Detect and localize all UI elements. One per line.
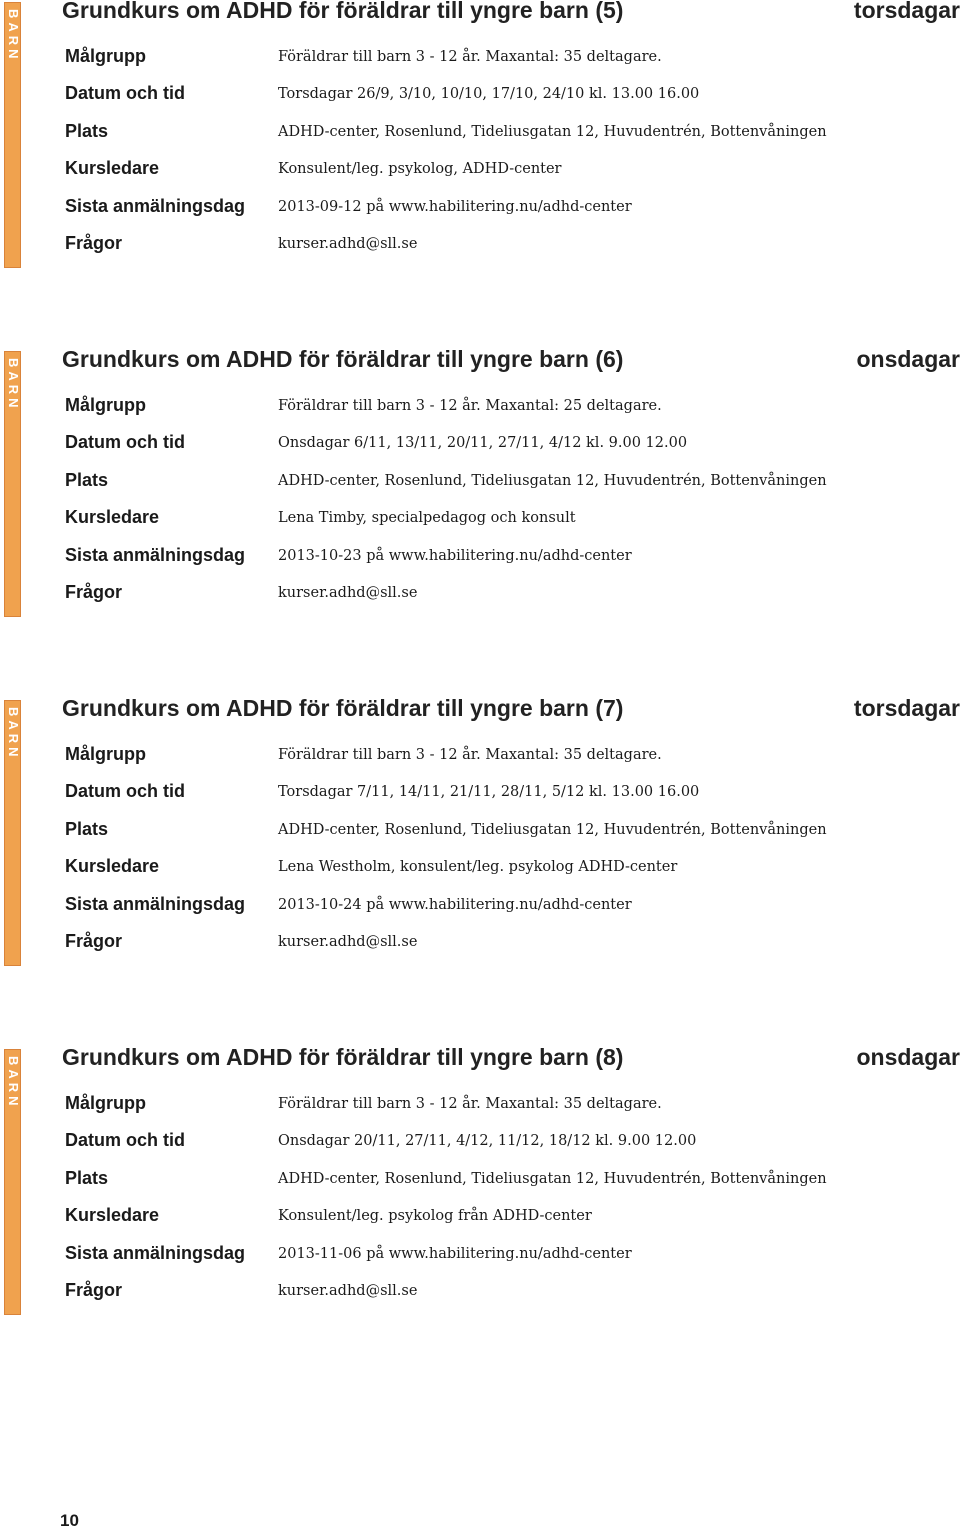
label-datum: Datum och tid bbox=[65, 781, 185, 801]
value-sista: 2013-10-23 på www.habilitering.nu/adhd-center bbox=[278, 548, 632, 564]
course-weekday: torsdagar bbox=[853, 695, 960, 721]
course-title: Grundkurs om ADHD för föräldrar till yngre barn (7) bbox=[62, 695, 624, 721]
course-section bbox=[0, 695, 960, 968]
row-fragor bbox=[0, 1278, 960, 1308]
value-plats: ADHD-center, Rosenlund, Tideliusgatan 12, Huvudentrén, Bottenvåningen bbox=[278, 473, 827, 489]
value-malgrupp: Föräldrar till barn 3 - 12 år. Maxantal: 35 deltagare. bbox=[278, 747, 662, 763]
label-fragor: Frågor bbox=[65, 582, 123, 602]
row-sista bbox=[0, 892, 960, 922]
row-malgrupp bbox=[0, 1091, 960, 1121]
row-fragor bbox=[0, 231, 960, 261]
row-datum bbox=[0, 779, 960, 809]
value-datum: Torsdagar 26/9, 3/10, 10/10, 17/10, 24/10 kl. 13.00 16.00 bbox=[278, 86, 700, 102]
category-tab-label: BARN bbox=[6, 1056, 21, 1110]
value-kursledare: Konsulent/leg. psykolog från ADHD-center bbox=[278, 1208, 592, 1224]
course-weekday: torsdagar bbox=[853, 0, 960, 23]
value-sista: 2013-11-06 på www.habilitering.nu/adhd-center bbox=[278, 1246, 632, 1262]
value-sista: 2013-10-24 på www.habilitering.nu/adhd-center bbox=[278, 897, 632, 913]
course-section bbox=[0, 1044, 960, 1317]
value-plats: ADHD-center, Rosenlund, Tideliusgatan 12, Huvudentrén, Bottenvåningen bbox=[278, 1171, 827, 1187]
course-title: Grundkurs om ADHD för föräldrar till yngre barn (5) bbox=[62, 0, 624, 23]
label-datum: Datum och tid bbox=[65, 83, 185, 103]
label-plats: Plats bbox=[65, 1168, 109, 1188]
course-weekday: onsdagar bbox=[856, 346, 960, 372]
row-kursledare bbox=[0, 1203, 960, 1233]
label-sista: Sista anmälningsdag bbox=[65, 1243, 246, 1263]
row-plats bbox=[0, 817, 960, 847]
row-plats bbox=[0, 1166, 960, 1196]
row-sista bbox=[0, 1241, 960, 1271]
row-malgrupp bbox=[0, 742, 960, 772]
value-fragor: kurser.adhd@sll.se bbox=[278, 934, 418, 950]
label-malgrupp: Målgrupp bbox=[65, 46, 146, 66]
row-malgrupp bbox=[0, 393, 960, 423]
row-datum bbox=[0, 1128, 960, 1158]
value-fragor: kurser.adhd@sll.se bbox=[278, 1283, 418, 1299]
value-datum: Onsdagar 6/11, 13/11, 20/11, 27/11, 4/12 kl. 9.00 12.00 bbox=[278, 435, 688, 451]
value-kursledare: Lena Westholm, konsulent/leg. psykolog ADHD-center bbox=[278, 859, 678, 875]
course-section bbox=[0, 0, 960, 270]
value-kursledare: Lena Timby, specialpedagog och konsult bbox=[278, 510, 576, 526]
row-kursledare bbox=[0, 505, 960, 535]
label-plats: Plats bbox=[65, 121, 109, 141]
label-datum: Datum och tid bbox=[65, 1130, 185, 1150]
label-sista: Sista anmälningsdag bbox=[65, 196, 246, 216]
value-malgrupp: Föräldrar till barn 3 - 12 år. Maxantal: 35 deltagare. bbox=[278, 1096, 662, 1112]
value-sista: 2013-09-12 på www.habilitering.nu/adhd-center bbox=[278, 199, 632, 215]
value-kursledare: Konsulent/leg. psykolog, ADHD-center bbox=[278, 161, 562, 177]
label-malgrupp: Målgrupp bbox=[65, 1093, 146, 1113]
row-datum bbox=[0, 81, 960, 111]
label-fragor: Frågor bbox=[65, 1280, 123, 1300]
value-malgrupp: Föräldrar till barn 3 - 12 år. Maxantal: 35 deltagare. bbox=[278, 49, 662, 65]
value-plats: ADHD-center, Rosenlund, Tideliusgatan 12, Huvudentrén, Bottenvåningen bbox=[278, 124, 827, 140]
label-kursledare: Kursledare bbox=[65, 158, 160, 178]
label-kursledare: Kursledare bbox=[65, 1205, 160, 1225]
row-plats bbox=[0, 468, 960, 498]
row-kursledare bbox=[0, 156, 960, 186]
label-sista: Sista anmälningsdag bbox=[65, 894, 246, 914]
row-sista bbox=[0, 194, 960, 224]
label-malgrupp: Målgrupp bbox=[65, 395, 146, 415]
label-plats: Plats bbox=[65, 819, 109, 839]
category-tab-label: BARN bbox=[6, 9, 21, 63]
row-datum bbox=[0, 430, 960, 460]
row-plats bbox=[0, 119, 960, 149]
row-fragor bbox=[0, 580, 960, 610]
row-malgrupp bbox=[0, 44, 960, 74]
value-fragor: kurser.adhd@sll.se bbox=[278, 585, 418, 601]
course-weekday: onsdagar bbox=[856, 1044, 960, 1070]
value-plats: ADHD-center, Rosenlund, Tideliusgatan 12, Huvudentrén, Bottenvåningen bbox=[278, 822, 827, 838]
label-kursledare: Kursledare bbox=[65, 856, 160, 876]
value-datum: Torsdagar 7/11, 14/11, 21/11, 28/11, 5/12 kl. 13.00 16.00 bbox=[278, 784, 700, 800]
label-fragor: Frågor bbox=[65, 233, 123, 253]
label-sista: Sista anmälningsdag bbox=[65, 545, 246, 565]
label-datum: Datum och tid bbox=[65, 432, 185, 452]
course-section bbox=[0, 346, 960, 619]
row-fragor bbox=[0, 929, 960, 959]
page-number: 10 bbox=[60, 1511, 79, 1530]
value-fragor: kurser.adhd@sll.se bbox=[278, 236, 418, 252]
category-tab-label: BARN bbox=[6, 358, 21, 412]
course-title: Grundkurs om ADHD för föräldrar till yngre barn (6) bbox=[62, 346, 624, 372]
category-tab-label: BARN bbox=[6, 707, 21, 761]
value-datum: Onsdagar 20/11, 27/11, 4/12, 11/12, 18/12 kl. 9.00 12.00 bbox=[278, 1133, 697, 1149]
label-kursledare: Kursledare bbox=[65, 507, 160, 527]
value-malgrupp: Föräldrar till barn 3 - 12 år. Maxantal: 25 deltagare. bbox=[278, 398, 662, 414]
row-sista bbox=[0, 543, 960, 573]
course-title: Grundkurs om ADHD för föräldrar till yngre barn (8) bbox=[62, 1044, 624, 1070]
label-fragor: Frågor bbox=[65, 931, 123, 951]
row-kursledare bbox=[0, 854, 960, 884]
label-malgrupp: Målgrupp bbox=[65, 744, 146, 764]
label-plats: Plats bbox=[65, 470, 109, 490]
